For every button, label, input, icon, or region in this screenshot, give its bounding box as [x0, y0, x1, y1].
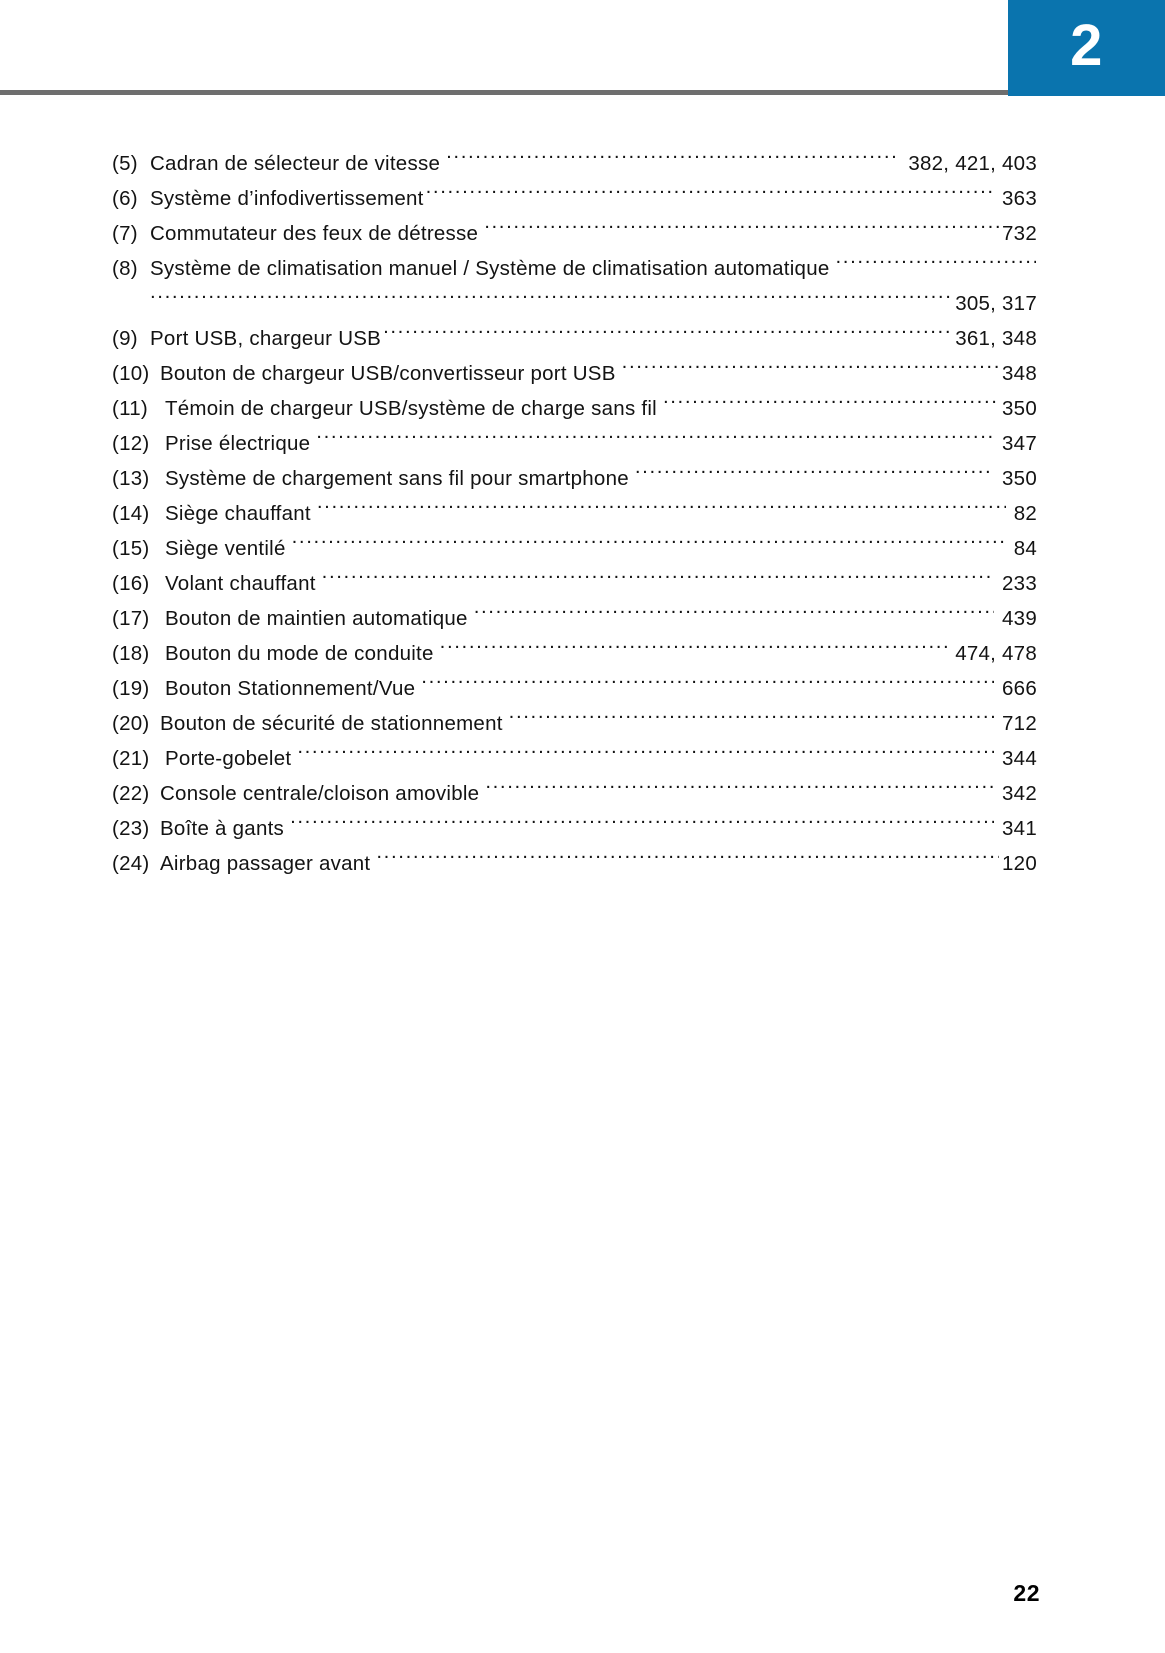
toc-entry-label: Prise électrique	[165, 432, 311, 455]
toc-entry-page: 347	[1002, 432, 1037, 455]
toc-entry[interactable]	[112, 776, 1037, 811]
toc-entry-page: 439	[1002, 607, 1037, 630]
toc-entry-index: (15)	[112, 537, 150, 560]
toc-entry-label: Siège ventilé	[165, 537, 286, 560]
toc-dot-leader	[484, 220, 999, 241]
toc-entry-page: 348	[1002, 362, 1037, 385]
toc-entry-index: (13)	[112, 467, 150, 490]
toc-entry[interactable]	[112, 391, 1037, 426]
toc-dot-leader	[297, 745, 994, 766]
toc-entry-label: Bouton Stationnement/Vue	[165, 677, 416, 700]
toc-entry-label: Airbag passager avant	[160, 852, 371, 875]
toc-entry-label: Bouton de chargeur USB/convertisseur port USB	[160, 362, 616, 385]
toc-dot-leader	[317, 500, 1006, 521]
toc-entry-label: Bouton de maintien automatique	[165, 607, 468, 630]
toc-entry-label: Porte-gobelet	[165, 747, 292, 770]
toc-dot-leader	[322, 570, 994, 591]
toc-dot-leader	[635, 465, 994, 486]
toc-entry-index: (11)	[112, 397, 148, 420]
toc-entry-page: 305, 317	[955, 292, 1037, 315]
toc-entry-index: (8)	[112, 257, 138, 280]
toc-dot-leader	[316, 430, 994, 451]
toc-entry-page: 82	[1013, 502, 1037, 525]
toc-entry-continuation	[112, 286, 1037, 321]
toc-entry-label: Siège chauffant	[165, 502, 311, 525]
toc-entry[interactable]	[112, 496, 1037, 531]
toc-entry-index: (24)	[112, 852, 150, 875]
toc-dot-leader	[383, 325, 952, 346]
toc-entry-index: (10)	[112, 362, 150, 385]
toc-entry-page: 666	[1002, 677, 1037, 700]
toc-dot-leader	[485, 780, 994, 801]
toc-entry-label: Console centrale/cloison amovible	[160, 782, 480, 805]
toc-entry[interactable]	[112, 321, 1037, 356]
toc-entry-page: 350	[1002, 467, 1037, 490]
toc-dot-leader	[376, 850, 999, 871]
toc-entry-label: Port USB, chargeur USB	[150, 327, 382, 350]
toc-dot-leader	[509, 710, 999, 731]
toc-dot-leader	[474, 605, 994, 626]
toc-entry[interactable]	[112, 601, 1037, 636]
toc-entry-label: Système de chargement sans fil pour smartphone	[165, 467, 629, 490]
toc-entry-page: 474, 478	[955, 642, 1037, 665]
toc-entry-index: (22)	[112, 782, 150, 805]
toc-entry-index: (9)	[112, 327, 138, 350]
toc-dot-leader	[446, 150, 900, 171]
chapter-number: 2	[1070, 13, 1103, 78]
page-footer	[0, 1580, 1040, 1607]
toc-entry[interactable]	[112, 566, 1037, 601]
page-header	[0, 0, 1165, 100]
toc-entry-label: Commutateur des feux de détresse	[150, 222, 479, 245]
toc-entry-index: (23)	[112, 817, 150, 840]
toc-entry[interactable]	[112, 636, 1037, 671]
toc-entry-page: 84	[1013, 537, 1037, 560]
header-divider-rule	[0, 90, 1008, 95]
toc-entry-index: (21)	[112, 747, 150, 770]
toc-entry-page: 233	[1002, 572, 1037, 595]
toc-dot-leader	[836, 255, 1036, 276]
toc-entry-index: (19)	[112, 677, 150, 700]
toc-entry-page: 361, 348	[955, 327, 1037, 350]
toc-dot-leader	[421, 675, 994, 696]
toc-dot-leader	[663, 395, 999, 416]
toc-entry-page: 341	[1002, 817, 1037, 840]
toc-entry-index: (16)	[112, 572, 150, 595]
toc-entry-label: Cadran de sélecteur de vitesse	[150, 152, 441, 175]
toc-entry-page: 363	[1002, 187, 1037, 210]
toc-entry-index: (14)	[112, 502, 150, 525]
toc-entry[interactable]	[112, 846, 1037, 881]
toc-entry-label: Volant chauffant	[165, 572, 316, 595]
toc-entry-index: (7)	[112, 222, 138, 245]
toc-entry-page: 712	[1002, 712, 1037, 735]
toc-entry-page: 732	[1002, 222, 1037, 245]
toc-entry[interactable]	[112, 706, 1037, 741]
toc-dot-leader	[622, 360, 999, 381]
toc-entry[interactable]	[112, 181, 1037, 216]
chapter-tab	[1008, 0, 1165, 96]
toc-entry-page: 382, 421, 403	[908, 152, 1037, 175]
toc-entry-page: 120	[1002, 852, 1037, 875]
toc-entry[interactable]	[112, 251, 1037, 286]
toc-entry[interactable]	[112, 741, 1037, 776]
toc-entry-index: (20)	[112, 712, 150, 735]
toc-dot-leader	[150, 290, 952, 311]
toc-dot-leader	[440, 640, 953, 661]
toc-entry-index: (6)	[112, 187, 138, 210]
page-number: 22	[1013, 1580, 1040, 1606]
toc-entry-label: Système d’infodivertissement	[150, 187, 424, 210]
toc-entry[interactable]	[112, 426, 1037, 461]
toc-entry-label: Système de climatisation manuel / Système de climatisation automatique	[150, 257, 830, 280]
toc-dot-leader	[290, 815, 994, 836]
toc-entry[interactable]	[112, 216, 1037, 251]
toc-entry-page: 344	[1002, 747, 1037, 770]
toc-entry-index: (5)	[112, 152, 138, 175]
toc-entry-label: Bouton de sécurité de stationnement	[160, 712, 503, 735]
toc-entry-index: (17)	[112, 607, 150, 630]
toc-entry[interactable]	[112, 356, 1037, 391]
toc-entry[interactable]	[112, 531, 1037, 566]
toc-dot-leader	[426, 185, 994, 206]
toc-entry-label: Boîte à gants	[160, 817, 285, 840]
toc-entry-label: Témoin de chargeur USB/système de charge sans fil	[165, 397, 657, 420]
toc-entry[interactable]	[112, 671, 1037, 706]
toc-entry-index: (18)	[112, 642, 150, 665]
toc-entry-page: 342	[1002, 782, 1037, 805]
toc-dot-leader	[292, 535, 1006, 556]
toc-entry-index: (12)	[112, 432, 150, 455]
toc-entry[interactable]	[112, 811, 1037, 846]
toc-entry-page: 350	[1002, 397, 1037, 420]
toc-entry[interactable]	[112, 146, 1037, 181]
toc-entry[interactable]	[112, 461, 1037, 496]
toc-entry-label: Bouton du mode de conduite	[165, 642, 434, 665]
table-of-contents	[112, 146, 1037, 881]
